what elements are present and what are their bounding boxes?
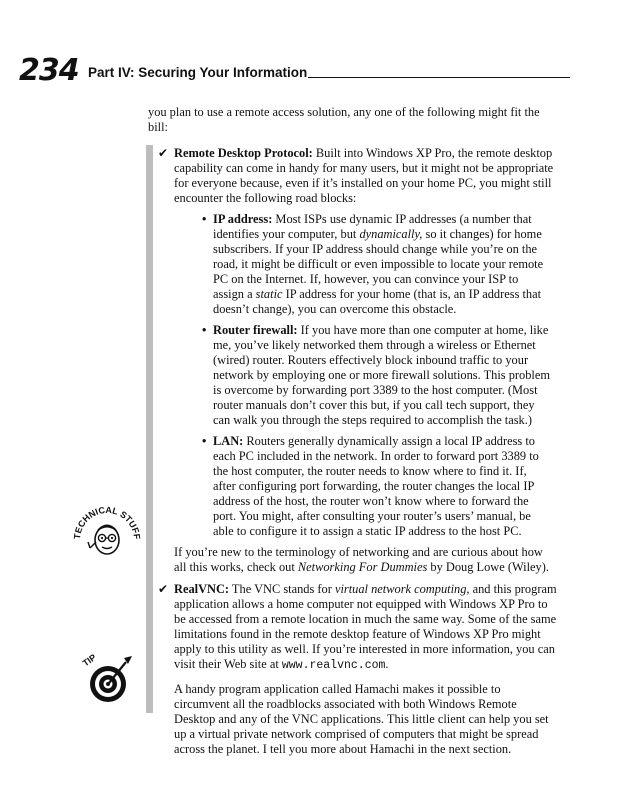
list-item-remote-desktop — [158, 146, 558, 539]
bullet-icon: • — [202, 212, 207, 226]
technical-stuff-icon — [70, 496, 144, 560]
bullet-term: Router firewall: — [213, 323, 298, 337]
intro-paragraph: you plan to use a remote access solution, any one of the following might fit the bill: — [148, 105, 540, 134]
part-title: Part IV: Securing Your Information — [88, 65, 308, 80]
item-term: Remote Desktop Protocol: — [174, 146, 313, 160]
check-icon: ✔ — [158, 582, 169, 596]
roadblock-list — [202, 212, 552, 539]
technical-stuff-paragraph: If you’re new to the terminology of networking and are curious about how all this works, check out Networking For Dummies by Doug Lowe (Wiley). — [174, 545, 549, 574]
tip-target-icon — [80, 648, 136, 704]
running-header — [19, 54, 559, 88]
tip-paragraph: A handy program application called Hamachi makes it possible to circumvent all the roadblocks associated with both Windows Remote Desktop and any of the VNC applications. This little client can help you set up a virtual private network comprised of computers that might be spread across the planet. I tell you more about Hamachi in the next section. — [174, 682, 549, 756]
bullet-lan: • LAN: Routers generally dynamically assign a local IP address to each PC included in the network. In order to forward port 3389 to the host computer, the router needs to know where to find it. If, after configuring port forwarding, the router changes the local IP address of the host, the router won’t know where to forward the port. You might, after consulting your router’s users’ manual, be able to configure it to assign a static IP address to the host PC. — [202, 434, 539, 538]
bullet-ip-address: • IP address: Most ISPs use dynamic IP addresses (a number that identifies your computer, but dynamically, so it changes) for home subscribers. If your IP address should change while you’re on the road, it might be difficult or even impossible to locate your remote PC on the Internet. If, however, you can convince your ISP to assign a static IP address for your home (that is, an IP address that doesn’t change), you can overcome this obstacle. — [202, 212, 544, 316]
web-address: www.realvnc.com — [281, 659, 386, 672]
bullet-router-firewall: • Router firewall: If you have more than one computer at home, like me, you’ve likely networked them through a wireless or Ethernet (wired) router. Routers effectively block inbound traffic to your network by employing one or more firewall solutions. This problem is overcome by forwarding port 3389 to the host computer. (Most router manuals don’t cover this but, if you call tech support, they can walk you through the steps required to accomplish the task.) — [202, 323, 551, 427]
page-number: 234 — [19, 53, 79, 88]
check-icon: ✔ — [158, 146, 169, 160]
list-item-text: Remote Desktop Protocol: Built into Windows XP Pro, the remote desktop capability can come in handy for many users, but it might not be appropriate for everyone because, even if it’s installed on your home PC, you might still encounter the following road blocks: — [174, 146, 554, 205]
bullet-icon: • — [202, 323, 207, 337]
bullet-term: IP address: — [213, 212, 273, 226]
options-list — [158, 146, 558, 757]
bullet-icon: • — [202, 434, 207, 448]
nerd-figure — [88, 525, 119, 555]
list-item-text: RealVNC: The VNC stands for virtual network computing, and this program application allows a home computer not equipped with Windows XP Pro to be accessed from a remote location in much the same way. Some of the same limitations found in the remote desktop feature of Windows XP Pro might apply to this utility as well. If you’re interested in more information, you can visit their Web site at www.realvnc.com. — [174, 582, 557, 672]
tip-label: TIP — [80, 652, 99, 669]
list-item-realvnc — [158, 582, 558, 673]
item-term: RealVNC: — [174, 582, 230, 596]
sidebar-bar — [146, 145, 153, 713]
header-rule — [308, 77, 570, 78]
bullet-term: LAN: — [213, 434, 244, 448]
technical-stuff-label: TECHNICAL STUFF — [71, 504, 143, 540]
